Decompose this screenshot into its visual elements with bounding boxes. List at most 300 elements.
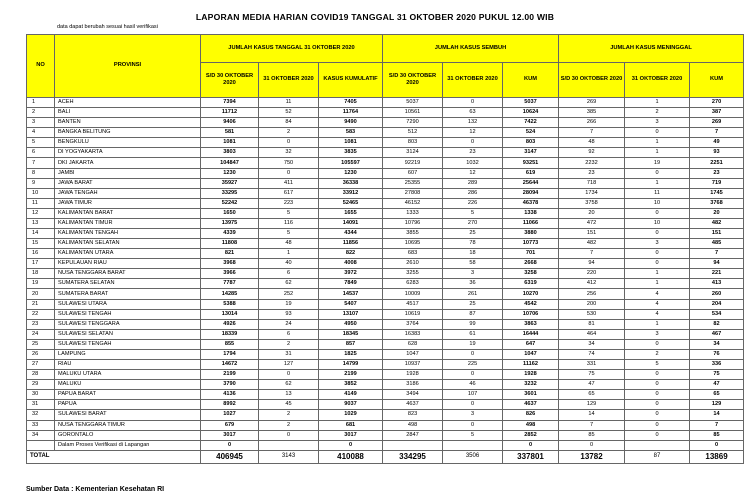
cell-meninggal-hari: 0 — [625, 380, 690, 390]
cell-kasus-hari: 127 — [259, 360, 319, 370]
cell-row-provinsi: PAPUA BARAT — [55, 390, 201, 400]
cell-kasus-kum: 11764 — [319, 108, 383, 118]
cell-meninggal-sd: 464 — [559, 329, 625, 339]
cell-row-provinsi: ACEH — [55, 98, 201, 108]
cell-kasus-kum: 105597 — [319, 158, 383, 168]
cell-sembuh-hari: 5 — [443, 430, 503, 440]
cell-meninggal-sd: 7 — [559, 420, 625, 430]
cell-kasus-sd: 14285 — [201, 289, 259, 299]
cell-kasus-hari: 0 — [259, 168, 319, 178]
cell-meninggal-sd: 81 — [559, 319, 625, 329]
cell-sembuh-sd: 10561 — [383, 108, 443, 118]
cell-kasus-sd: 33295 — [201, 188, 259, 198]
table-row — [27, 118, 744, 128]
cell-meninggal-hari: 2 — [625, 108, 690, 118]
header-mgl-sd: S/D 30 OKTOBER 2020 — [559, 63, 625, 98]
cell-kasus-sd: 9406 — [201, 118, 259, 128]
header-provinsi: PROVINSI — [55, 35, 201, 98]
cell-kasus-sd: 3966 — [201, 269, 259, 279]
cell-meninggal-kum: 23 — [690, 168, 744, 178]
cell-sembuh-hari: 58 — [443, 259, 503, 269]
cell-row-no: 26 — [27, 349, 55, 359]
cell-meninggal-kum: 467 — [690, 329, 744, 339]
header-group-meninggal: JUMLAH KASUS MENINGGAL — [559, 35, 744, 63]
cell-row-provinsi: DKI JAKARTA — [55, 158, 201, 168]
cell-row-provinsi: KALIMANTAN BARAT — [55, 208, 201, 218]
cell-kasus-kum: 2199 — [319, 370, 383, 380]
cell-meninggal-sd: 220 — [559, 269, 625, 279]
cell-meninggal-kum: 76 — [690, 349, 744, 359]
cell-row-no: 21 — [27, 299, 55, 309]
cell-kasus-sd: 679 — [201, 420, 259, 430]
cell-meninggal-sd: 0 — [559, 440, 625, 450]
header-group-kasus: JUMLAH KASUS TANGGAL 31 OKTOBER 2020 — [201, 35, 383, 63]
cell-kasus-hari: 6 — [259, 329, 319, 339]
cell-meninggal-kum: 7 — [690, 249, 744, 259]
cell-row-provinsi: SUMATERA SELATAN — [55, 279, 201, 289]
table-row — [27, 339, 744, 349]
cell-sembuh-kum: 1338 — [503, 208, 559, 218]
cell-kasus-hari: 0 — [259, 430, 319, 440]
cell-kasus-hari: 411 — [259, 178, 319, 188]
cell-row-no: 12 — [27, 208, 55, 218]
cell-sembuh-kum: 0 — [503, 440, 559, 450]
cell-meninggal-sd: 85 — [559, 430, 625, 440]
total-kasus-sd: 406945 — [201, 450, 259, 463]
table-row — [27, 138, 744, 148]
cell-kasus-hari: 11 — [259, 98, 319, 108]
cell-row-provinsi: GORONTALO — [55, 430, 201, 440]
cell-kasus-kum: 7849 — [319, 279, 383, 289]
cell-row-provinsi: MALUKU — [55, 380, 201, 390]
total-kasus-kum: 410088 — [319, 450, 383, 463]
cell-sembuh-sd: 3255 — [383, 269, 443, 279]
cell-row-no: 30 — [27, 390, 55, 400]
cell-meninggal-kum: 269 — [690, 118, 744, 128]
cell-meninggal-kum: 482 — [690, 218, 744, 228]
cell-kasus-hari: 750 — [259, 158, 319, 168]
cell-sembuh-sd: 10937 — [383, 360, 443, 370]
cell-meninggal-kum: 65 — [690, 390, 744, 400]
cell-meninggal-kum: 221 — [690, 269, 744, 279]
cell-kasus-sd: 2199 — [201, 370, 259, 380]
cell-meninggal-kum: 2251 — [690, 158, 744, 168]
source-note: Sumber Data : Kementerian Kesehatan RI — [26, 486, 165, 493]
cell-meninggal-hari: 0 — [625, 259, 690, 269]
cell-meninggal-hari: 4 — [625, 309, 690, 319]
cell-kasus-sd: 3968 — [201, 259, 259, 269]
cell-sembuh-sd: 2610 — [383, 259, 443, 269]
cell-kasus-sd: 581 — [201, 128, 259, 138]
cell-kasus-hari: 62 — [259, 279, 319, 289]
cell-sembuh-hari: 18 — [443, 249, 503, 259]
total-sembuh-kum: 337801 — [503, 450, 559, 463]
cell-sembuh-hari: 132 — [443, 118, 503, 128]
cell-sembuh-sd: 7290 — [383, 118, 443, 128]
cell-row-no: 4 — [27, 128, 55, 138]
covid-report-table — [26, 34, 744, 464]
cell-kasus-sd: 1794 — [201, 349, 259, 359]
cell-row-provinsi: JAMBI — [55, 168, 201, 178]
cell-kasus-kum: 1081 — [319, 138, 383, 148]
cell-row-no: 25 — [27, 339, 55, 349]
cell-row-provinsi: NUSA TENGGARA BARAT — [55, 269, 201, 279]
cell-kasus-kum: 18345 — [319, 329, 383, 339]
cell-kasus-sd: 1027 — [201, 410, 259, 420]
cell-meninggal-hari: 1 — [625, 319, 690, 329]
header-sembuh-kum: KUM — [503, 63, 559, 98]
total-label: TOTAL — [27, 450, 201, 463]
cell-kasus-sd: 855 — [201, 339, 259, 349]
cell-kasus-hari: 19 — [259, 299, 319, 309]
cell-kasus-sd: 3017 — [201, 430, 259, 440]
cell-meninggal-kum: 719 — [690, 178, 744, 188]
cell-kasus-hari: 5 — [259, 208, 319, 218]
cell-row-no: 2 — [27, 108, 55, 118]
cell-sembuh-sd: 2847 — [383, 430, 443, 440]
cell-sembuh-hari — [443, 440, 503, 450]
cell-kasus-sd: 1081 — [201, 138, 259, 148]
cell-meninggal-sd: 48 — [559, 138, 625, 148]
cell-sembuh-kum: 619 — [503, 168, 559, 178]
cell-row-provinsi: SULAWESI TENGAH — [55, 339, 201, 349]
header-kasus-sd: S/D 30 OKTOBER 2020 — [201, 63, 259, 98]
cell-row-no: 23 — [27, 319, 55, 329]
cell-meninggal-sd: 14 — [559, 410, 625, 420]
table-row — [27, 430, 744, 440]
cell-sembuh-sd: 607 — [383, 168, 443, 178]
cell-kasus-hari: 48 — [259, 239, 319, 249]
cell-row-no: 6 — [27, 148, 55, 158]
cell-meninggal-hari: 11 — [625, 188, 690, 198]
cell-meninggal-hari: 1 — [625, 138, 690, 148]
cell-sembuh-sd: 10796 — [383, 218, 443, 228]
cell-kasus-hari: 40 — [259, 259, 319, 269]
cell-sembuh-kum: 10270 — [503, 289, 559, 299]
cell-sembuh-sd: 512 — [383, 128, 443, 138]
cell-kasus-kum: 3972 — [319, 269, 383, 279]
cell-row-no: 14 — [27, 229, 55, 239]
cell-sembuh-hari: 0 — [443, 138, 503, 148]
cell-sembuh-hari: 12 — [443, 168, 503, 178]
cell-kasus-hari: 2 — [259, 128, 319, 138]
cell-sembuh-hari: 0 — [443, 420, 503, 430]
cell-meninggal-hari: 0 — [625, 208, 690, 218]
cell-kasus-hari: 24 — [259, 319, 319, 329]
cell-sembuh-kum: 28094 — [503, 188, 559, 198]
report-title: LAPORAN MEDIA HARIAN COVID19 TANGGAL 31 OKTOBER 2020 PUKUL 12.00 WIB — [195, 12, 555, 22]
cell-kasus-hari: 93 — [259, 309, 319, 319]
cell-sembuh-hari: 1032 — [443, 158, 503, 168]
cell-meninggal-hari: 4 — [625, 289, 690, 299]
cell-sembuh-kum: 1047 — [503, 349, 559, 359]
cell-row-provinsi: SULAWESI TENGGARA — [55, 319, 201, 329]
total-row — [27, 450, 744, 463]
total-meninggal-kum: 13869 — [690, 450, 744, 463]
cell-row-no: 22 — [27, 309, 55, 319]
cell-kasus-hari: 31 — [259, 349, 319, 359]
cell-row-no: 3 — [27, 118, 55, 128]
cell-kasus-kum: 681 — [319, 420, 383, 430]
cell-sembuh-hari: 61 — [443, 329, 503, 339]
cell-kasus-sd: 11808 — [201, 239, 259, 249]
cell-sembuh-hari: 19 — [443, 339, 503, 349]
header-sembuh-sd: S/D 30 OKTOBER 2020 — [383, 63, 443, 98]
cell-kasus-hari: 2 — [259, 410, 319, 420]
cell-meninggal-sd: 2232 — [559, 158, 625, 168]
cell-sembuh-hari: 46 — [443, 380, 503, 390]
cell-row-provinsi: LAMPUNG — [55, 349, 201, 359]
cell-sembuh-hari: 23 — [443, 148, 503, 158]
cell-sembuh-kum: 3232 — [503, 380, 559, 390]
cell-sembuh-kum: 3147 — [503, 148, 559, 158]
cell-kasus-hari: 252 — [259, 289, 319, 299]
table-row — [27, 259, 744, 269]
cell-kasus-hari: 617 — [259, 188, 319, 198]
cell-meninggal-sd: 3758 — [559, 198, 625, 208]
cell-sembuh-sd: 5037 — [383, 98, 443, 108]
table-row — [27, 410, 744, 420]
table-row — [27, 108, 744, 118]
cell-meninggal-sd: 412 — [559, 279, 625, 289]
cell-row-provinsi: BENGKULU — [55, 138, 201, 148]
cell-meninggal-kum: 260 — [690, 289, 744, 299]
cell-sembuh-kum: 10773 — [503, 239, 559, 249]
cell-meninggal-hari: 0 — [625, 420, 690, 430]
table-row — [27, 128, 744, 138]
cell-meninggal-hari: 0 — [625, 229, 690, 239]
cell-row-no: 28 — [27, 370, 55, 380]
cell-kasus-hari: 32 — [259, 148, 319, 158]
cell-row-provinsi: MALUKU UTARA — [55, 370, 201, 380]
cell-meninggal-hari: 0 — [625, 430, 690, 440]
cell-row-provinsi: DI YOGYAKARTA — [55, 148, 201, 158]
cell-sembuh-hari: 225 — [443, 360, 503, 370]
cell-kasus-hari: 223 — [259, 198, 319, 208]
cell-meninggal-sd: 65 — [559, 390, 625, 400]
cell-row-provinsi: KALIMANTAN TIMUR — [55, 218, 201, 228]
cell-row-no: 29 — [27, 380, 55, 390]
cell-kasus-kum: 857 — [319, 339, 383, 349]
cell-row-no: 11 — [27, 198, 55, 208]
cell-sembuh-kum: 11066 — [503, 218, 559, 228]
cell-sembuh-hari: 0 — [443, 400, 503, 410]
cell-row-no: 27 — [27, 360, 55, 370]
cell-sembuh-sd: 3764 — [383, 319, 443, 329]
cell-kasus-sd: 1230 — [201, 168, 259, 178]
cell-sembuh-sd: 498 — [383, 420, 443, 430]
cell-meninggal-sd: 269 — [559, 98, 625, 108]
cell-meninggal-kum: 534 — [690, 309, 744, 319]
cell-sembuh-hari: 25 — [443, 299, 503, 309]
cell-meninggal-kum: 270 — [690, 98, 744, 108]
cell-sembuh-kum: 7422 — [503, 118, 559, 128]
cell-meninggal-hari: 0 — [625, 168, 690, 178]
cell-sembuh-kum: 524 — [503, 128, 559, 138]
cell-kasus-sd: 13014 — [201, 309, 259, 319]
header-kasus-hari: 31 OKTOBER 2020 — [259, 63, 319, 98]
cell-meninggal-kum: 151 — [690, 229, 744, 239]
cell-row-provinsi: BANGKA BELITUNG — [55, 128, 201, 138]
cell-sembuh-sd: 683 — [383, 249, 443, 259]
cell-sembuh-hari: 270 — [443, 218, 503, 228]
cell-meninggal-hari: 1 — [625, 269, 690, 279]
cell-row-no: 13 — [27, 218, 55, 228]
cell-sembuh-hari: 36 — [443, 279, 503, 289]
cell-kasus-kum: 822 — [319, 249, 383, 259]
cell-meninggal-sd: 74 — [559, 349, 625, 359]
cell-kasus-kum: 9490 — [319, 118, 383, 128]
header-kasus-kum: KASUS KUMULATIF — [319, 63, 383, 98]
cell-kasus-kum: 14799 — [319, 360, 383, 370]
cell-meninggal-kum: 0 — [690, 440, 744, 450]
cell-row-provinsi: KALIMANTAN UTARA — [55, 249, 201, 259]
cell-kasus-sd: 4136 — [201, 390, 259, 400]
cell-sembuh-sd: 10695 — [383, 239, 443, 249]
cell-sembuh-sd: 1047 — [383, 349, 443, 359]
cell-meninggal-kum: 93 — [690, 148, 744, 158]
cell-kasus-sd: 1650 — [201, 208, 259, 218]
cell-meninggal-kum: 14 — [690, 410, 744, 420]
cell-meninggal-hari: 10 — [625, 198, 690, 208]
cell-sembuh-sd: 25355 — [383, 178, 443, 188]
cell-sembuh-sd: 6283 — [383, 279, 443, 289]
cell-kasus-kum: 3017 — [319, 430, 383, 440]
cell-meninggal-hari: 0 — [625, 128, 690, 138]
cell-kasus-kum: 1230 — [319, 168, 383, 178]
table-row — [27, 420, 744, 430]
cell-meninggal-hari: 4 — [625, 299, 690, 309]
cell-row-provinsi: KALIMANTAN SELATAN — [55, 239, 201, 249]
table-row — [27, 380, 744, 390]
cell-kasus-kum: 14091 — [319, 218, 383, 228]
cell-kasus-sd: 4926 — [201, 319, 259, 329]
cell-kasus-kum: 1655 — [319, 208, 383, 218]
table-row — [27, 390, 744, 400]
cell-meninggal-hari: 1 — [625, 178, 690, 188]
cell-meninggal-hari — [625, 440, 690, 450]
cell-kasus-sd: 8992 — [201, 400, 259, 410]
cell-kasus-kum: 4950 — [319, 319, 383, 329]
table-row — [27, 319, 744, 329]
cell-sembuh-hari: 87 — [443, 309, 503, 319]
table-row — [27, 269, 744, 279]
verification-note: data dapat berubah sesuai hasil verifikasi — [57, 24, 158, 30]
cell-meninggal-sd: 482 — [559, 239, 625, 249]
cell-sembuh-kum: 647 — [503, 339, 559, 349]
total-sembuh-sd: 334295 — [383, 450, 443, 463]
header-no: NO — [27, 35, 55, 98]
table-row — [27, 309, 744, 319]
cell-sembuh-hari: 286 — [443, 188, 503, 198]
cell-kasus-hari: 45 — [259, 400, 319, 410]
cell-row-provinsi: JAWA TENGAH — [55, 188, 201, 198]
cell-row-no: 1 — [27, 98, 55, 108]
cell-kasus-kum: 3835 — [319, 148, 383, 158]
cell-sembuh-sd: 3494 — [383, 390, 443, 400]
cell-sembuh-sd: 3186 — [383, 380, 443, 390]
table-row — [27, 158, 744, 168]
cell-kasus-hari: 84 — [259, 118, 319, 128]
cell-sembuh-sd: 10619 — [383, 309, 443, 319]
cell-sembuh-hari: 63 — [443, 108, 503, 118]
cell-meninggal-kum: 34 — [690, 339, 744, 349]
cell-meninggal-hari: 0 — [625, 249, 690, 259]
cell-kasus-kum: 52465 — [319, 198, 383, 208]
cell-row-provinsi: SULAWESI BARAT — [55, 410, 201, 420]
cell-kasus-hari: 2 — [259, 420, 319, 430]
cell-sembuh-kum: 4542 — [503, 299, 559, 309]
cell-kasus-hari: 2 — [259, 339, 319, 349]
table-row — [27, 148, 744, 158]
cell-meninggal-sd: 331 — [559, 360, 625, 370]
cell-sembuh-kum: 10624 — [503, 108, 559, 118]
cell-kasus-sd: 5388 — [201, 299, 259, 309]
table-row — [27, 249, 744, 259]
cell-sembuh-kum: 2668 — [503, 259, 559, 269]
cell-row-no: 15 — [27, 239, 55, 249]
cell-sembuh-hari: 99 — [443, 319, 503, 329]
cell-meninggal-kum: 82 — [690, 319, 744, 329]
cell-meninggal-hari: 3 — [625, 239, 690, 249]
cell-kasus-sd: 13975 — [201, 218, 259, 228]
cell-sembuh-sd: 1928 — [383, 370, 443, 380]
cell-sembuh-sd: 628 — [383, 339, 443, 349]
table-row — [27, 208, 744, 218]
cell-kasus-kum: 1825 — [319, 349, 383, 359]
cell-meninggal-hari: 0 — [625, 390, 690, 400]
cell-sembuh-hari: 107 — [443, 390, 503, 400]
cell-row-provinsi: KALIMANTAN TENGAH — [55, 229, 201, 239]
cell-meninggal-sd: 472 — [559, 218, 625, 228]
header-group-sembuh: JUMLAH KASUS SEMBUH — [383, 35, 559, 63]
cell-row-no: 19 — [27, 279, 55, 289]
total-sembuh-hari: 3506 — [443, 450, 503, 463]
cell-sembuh-kum: 3258 — [503, 269, 559, 279]
cell-sembuh-kum: 2852 — [503, 430, 559, 440]
cell-sembuh-hari: 289 — [443, 178, 503, 188]
cell-kasus-hari: 52 — [259, 108, 319, 118]
cell-kasus-sd: 52242 — [201, 198, 259, 208]
cell-meninggal-sd: 34 — [559, 339, 625, 349]
cell-row-provinsi: PAPUA — [55, 400, 201, 410]
cell-sembuh-kum: 826 — [503, 410, 559, 420]
cell-kasus-kum: 9037 — [319, 400, 383, 410]
cell-meninggal-sd: 94 — [559, 259, 625, 269]
cell-sembuh-sd: 4637 — [383, 400, 443, 410]
cell-meninggal-kum: 75 — [690, 370, 744, 380]
cell-sembuh-sd: 46152 — [383, 198, 443, 208]
cell-sembuh-sd: 803 — [383, 138, 443, 148]
cell-meninggal-hari: 0 — [625, 370, 690, 380]
cell-row-provinsi: RIAU — [55, 360, 201, 370]
cell-row-provinsi: JAWA TIMUR — [55, 198, 201, 208]
cell-row-no: 18 — [27, 269, 55, 279]
cell-kasus-hari: 1 — [259, 249, 319, 259]
cell-meninggal-sd: 7 — [559, 128, 625, 138]
cell-kasus-sd: 18339 — [201, 329, 259, 339]
table-row — [27, 299, 744, 309]
cell-kasus-kum: 583 — [319, 128, 383, 138]
header-sembuh-hari: 31 OKTOBER 2020 — [443, 63, 503, 98]
cell-row-no: 20 — [27, 289, 55, 299]
cell-kasus-sd: 3790 — [201, 380, 259, 390]
cell-sembuh-hari: 0 — [443, 349, 503, 359]
table-row — [27, 370, 744, 380]
cell-sembuh-kum: 3863 — [503, 319, 559, 329]
cell-meninggal-kum: 20 — [690, 208, 744, 218]
cell-kasus-hari: 0 — [259, 370, 319, 380]
